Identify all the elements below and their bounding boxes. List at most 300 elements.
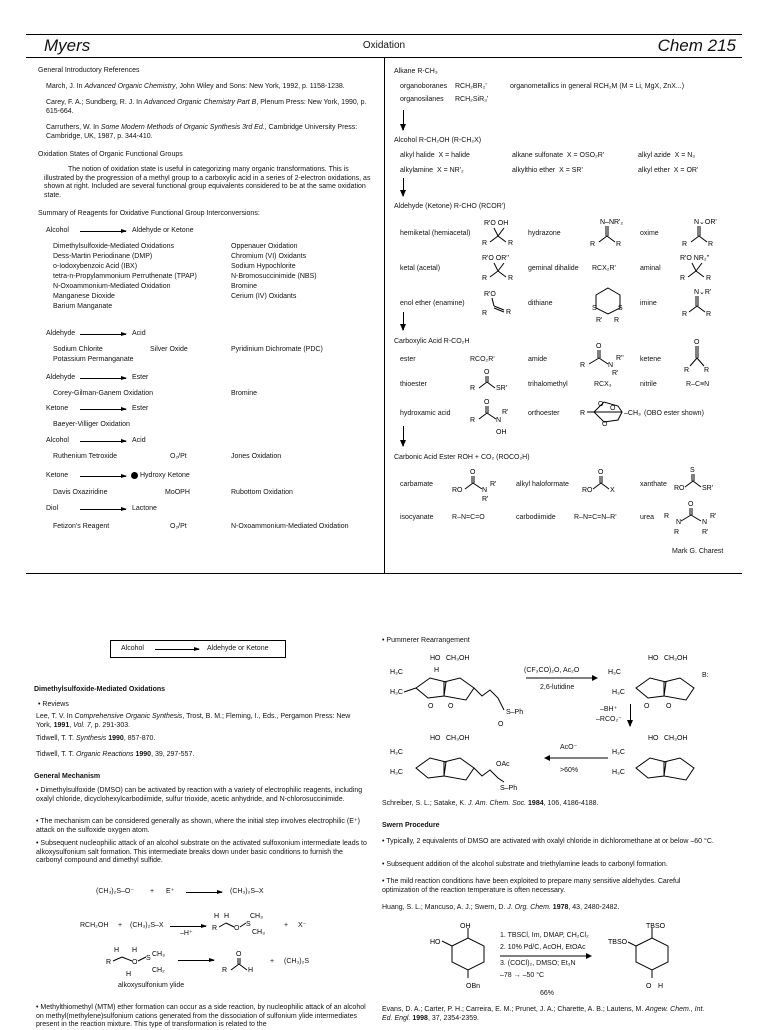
svg-text:R: R — [664, 513, 670, 520]
g3-reagent-1: Corey-Gilman-Ganem Oxidation — [53, 390, 153, 397]
alkoxysulfonium-structure — [212, 910, 272, 942]
alkane-sulfonate: alkane sulfonate X = OSO₂R' — [512, 152, 605, 159]
svg-text:R'O OR'': R'O OR'' — [482, 255, 509, 262]
svg-text:R: R — [580, 362, 586, 369]
carbodiimide-formula: R–N=C=N–R' — [574, 514, 617, 521]
eq2-plus: + — [118, 922, 123, 929]
review-tidwell-1: Tidwell, T. T. Synthesis 1990, 857-870. — [36, 735, 156, 742]
eq2-minus-h: –H⁺ — [180, 930, 193, 937]
g7-reagent-3: N-Oxoammonium-Mediated Oxidation — [231, 523, 349, 530]
svg-text:HO: HO — [430, 735, 441, 742]
g6-reagent-3: Rubottom Oxidation — [231, 489, 293, 496]
svg-text:R: R — [470, 385, 476, 392]
svg-text:RO: RO — [582, 487, 593, 494]
svg-text:R: R — [506, 309, 512, 316]
g2-reagent-4: Potassium Permanganate — [53, 356, 134, 363]
header-title: Oxidation — [362, 40, 406, 51]
svg-text:HO: HO — [648, 735, 659, 742]
svg-text:O: O — [448, 703, 454, 710]
ester-label: ester — [400, 356, 416, 363]
swern-step-1: 1. TBSCl, Im, DMAP, CH₂Cl₂ — [500, 932, 589, 939]
g5-from: Alcohol — [46, 437, 69, 444]
ylide-label: alkoxysulfonium ylide — [118, 982, 185, 989]
svg-text:N: N — [482, 487, 488, 494]
pummerer-ref: Schreiber, S. L.; Satake, K. J. Am. Chem. Soc. 1984, 106, 4186-4188. — [382, 800, 599, 807]
svg-text:R: R — [684, 367, 690, 374]
svg-text:R'': R'' — [616, 355, 624, 362]
mechanism-title: General Mechanism — [34, 773, 101, 780]
reagent-item: N-Oxoammonium-Mediated Oxidation — [53, 283, 171, 290]
svg-text:S–Ph: S–Ph — [506, 709, 524, 716]
thioester-structure — [470, 366, 510, 392]
urea-structure — [662, 498, 724, 538]
svg-text:R': R' — [490, 481, 497, 488]
svg-text:R: R — [704, 367, 710, 374]
svg-text:O: O — [598, 401, 604, 408]
eq3-arrow — [178, 960, 214, 961]
reagent-item: o-Iodoxybenzoic Acid (IBX) — [53, 263, 138, 270]
svg-text:CH₃OH: CH₃OH — [446, 655, 470, 662]
g7-to: Lactone — [132, 505, 157, 512]
trihalomethyl-label: trihalomethyl — [528, 381, 568, 388]
carbonyl-product-structure — [220, 948, 260, 974]
oxime-label: oxime — [640, 230, 659, 237]
aldehyde-title: Aldehyde (Ketone) R-CHO (RCOR') — [394, 203, 506, 210]
eq1-product: (CH₃)₂S–X — [230, 888, 264, 895]
orthoester-structure — [580, 396, 642, 428]
svg-text:R: R — [482, 240, 488, 247]
g7-reagent-2: O₂/Pt — [170, 523, 187, 530]
imine-label: imine — [640, 300, 657, 307]
g5-reagent-2: O₂/Pt — [170, 453, 187, 460]
eq2-anion: X⁻ — [298, 922, 307, 929]
reagent-item: Dimethylsulfoxide-Mediated Oxidations — [53, 243, 174, 250]
reagent-item: Barium Manganate — [53, 303, 113, 310]
svg-text:R': R' — [612, 370, 619, 377]
svg-text:OH: OH — [460, 923, 471, 930]
mechanism-point-1: • Dimethylsulfoxide (DMSO) can be activated by reaction with a variety of electrophilic reagents, including oxalyl chloride, dicyclohexylcarbodiimide, sulfur trioxide, acetic anhydride, and N-chlorosuccinimide. — [36, 787, 363, 803]
pummerer-minus-rco2: –RCO₂⁻ — [596, 716, 622, 723]
geminal-dihalide-formula: RCX₂R' — [592, 265, 616, 272]
pummerer-reagent-2: 2,6-lutidine — [540, 684, 575, 691]
eq2-arrow — [170, 926, 206, 927]
column-divider — [384, 57, 385, 574]
pummerer-title: • Pummerer Rearrangement — [382, 637, 470, 644]
ref-carey: Carey, F. A.; Sundberg, R. J. In Advanced Organic Chemistry Part B, Plenum Press: New York, 1990, p. 615-664. — [46, 99, 367, 115]
g6-to: Hydroxy Ketone — [140, 472, 190, 479]
svg-text:O: O — [498, 721, 504, 728]
svg-text:N⌄OR': N⌄OR' — [694, 219, 717, 226]
svg-text:S: S — [690, 467, 695, 474]
swern-ref-1: Huang, S. L.; Mancuso, A. J.; Swern, D. J. Org. Chem. 1978, 43, 2480-2482. — [382, 904, 620, 911]
acid-title: Carboxylic Acid R-CO₂H — [394, 338, 470, 345]
eq3-plus: + — [270, 958, 275, 965]
reagent-item: N-Bromosuccinimide (NBS) — [231, 273, 317, 280]
svg-text:R': R' — [710, 513, 717, 520]
isocyanate-formula: R–N=C=O — [452, 514, 485, 521]
enol-ether-label: enol ether (enamine) — [400, 300, 465, 307]
ladder-arrow-4 — [403, 426, 404, 446]
organosilanes-label: organosilanes — [400, 96, 444, 103]
thioester-label: thioester — [400, 381, 427, 388]
amide-structure — [580, 340, 630, 376]
svg-text:R: R — [674, 529, 680, 536]
hydrazone-structure — [588, 216, 630, 248]
reagent-item: Cerium (IV) Oxidants — [231, 293, 297, 300]
svg-text:N: N — [702, 519, 708, 526]
hydrazone-label: hydrazone — [528, 230, 561, 237]
summary-title: Summary of Reagents for Oxidative Functional Group Interconversions: — [38, 210, 260, 217]
eq1-arrow — [186, 892, 222, 893]
ref-carruthers: Carruthers, W. In Some Modern Methods of Organic Synthesis 3rd Ed., Cambridge University Press: Cambridge, UK, 1987, p. 344-410. — [46, 124, 358, 140]
bullet-dot-icon — [131, 472, 138, 479]
svg-text:H: H — [214, 913, 220, 920]
svg-text:O: O — [484, 369, 490, 376]
svg-text:CH₃OH: CH₃OH — [664, 735, 688, 742]
g3-to: Ester — [132, 374, 149, 381]
g2-reagent-1: Sodium Chlorite — [53, 346, 103, 353]
carbamate-label: carbamate — [400, 481, 434, 488]
swern-step-2: 2. 10% Pd/C, AcOH, EtOAc — [500, 944, 586, 951]
eq1-electrophile: E⁺ — [166, 888, 175, 895]
svg-text:TBSO: TBSO — [608, 939, 628, 946]
g6-reagent-1: Davis Oxaziridine — [53, 489, 108, 496]
review-lee: Lee, T. V. In Comprehensive Organic Synthesis, Trost, B. M.; Fleming, I., Eds., Pergamon Press: New York, 1991, Vol. 7, p. 291-303. — [36, 713, 351, 729]
eq2-plus-2: + — [284, 922, 289, 929]
aminal-structure — [678, 253, 720, 281]
svg-text:R: R — [708, 241, 714, 248]
pummerer-reagent-1: (CF₃CO)₂O, Ac₂O — [524, 667, 580, 674]
g6-reagent-2: MoOPH — [165, 489, 190, 496]
svg-text:H₃C: H₃C — [612, 749, 625, 756]
svg-text:O: O — [666, 703, 672, 710]
svg-text:HO: HO — [430, 939, 441, 946]
svg-text:N: N — [608, 362, 614, 369]
g4-to: Ester — [132, 405, 149, 412]
svg-text:O: O — [644, 703, 650, 710]
carbamate-structure — [452, 466, 508, 502]
carbonic-title: Carbonic Acid Ester ROH + CO₂ (ROCO₂H) — [394, 454, 530, 461]
hydroxamic-label: hydroxamic acid — [400, 410, 451, 417]
svg-text:N: N — [676, 519, 682, 526]
oxime-structure — [680, 216, 720, 248]
svg-text:RO: RO — [452, 487, 463, 494]
svg-text:CH₃OH: CH₃OH — [664, 655, 688, 662]
xanthate-label: xanthate — [640, 481, 667, 488]
svg-text:HO: HO — [648, 655, 659, 662]
swern-point-1: • Typically, 2 equivalents of DMSO are activated with oxalyl chloride in dichloromethane at or below –60 °C. — [382, 838, 714, 845]
svg-text:SR': SR' — [496, 385, 508, 392]
g1-to: Aldehyde or Ketone — [132, 227, 194, 234]
svg-text:CH₃: CH₃ — [250, 913, 263, 920]
g3-from: Aldehyde — [46, 374, 76, 381]
svg-text:CH₃: CH₃ — [252, 929, 265, 936]
svg-text:H₃C: H₃C — [612, 769, 625, 776]
svg-text:H: H — [658, 983, 664, 990]
header-course: Chem 215 — [657, 36, 736, 55]
svg-text:R: R — [106, 959, 112, 966]
svg-text:R'O NR₂'': R'O NR₂'' — [680, 255, 710, 262]
reagent-item: Chromium (VI) Oxidants — [231, 253, 307, 260]
haloformate-label: alkyl haloformate — [516, 481, 569, 488]
svg-text:OH: OH — [496, 429, 507, 436]
svg-text:O: O — [132, 959, 138, 966]
svg-text:R'O OH: R'O OH — [484, 220, 509, 227]
organosilanes-formula: RCH₂SiR₃' — [455, 96, 489, 103]
reagent-item: Manganese Dioxide — [53, 293, 115, 300]
svg-text:CH₃: CH₃ — [152, 951, 165, 958]
svg-text:R'O: R'O — [484, 291, 496, 298]
eq2-sulfonium: (CH₃)₂S–X — [130, 922, 164, 929]
pummerer-acetate: AcO⁻ — [560, 744, 578, 751]
aminal-label: aminal — [640, 265, 661, 272]
trihalomethyl-formula: RCX₃ — [594, 381, 612, 388]
svg-text:R': R' — [502, 409, 509, 416]
svg-text:–CH₃: –CH₃ — [624, 410, 641, 417]
orthoester-label: orthoester — [528, 410, 560, 417]
ladder-arrow-1 — [403, 110, 404, 130]
g6-arrow — [80, 476, 126, 477]
urea-label: urea — [640, 514, 655, 521]
mechanism-point-2: • The mechanism can be considered generally as shown, where the initial step involves electrophilic (E⁺) attack on the sulfoxide oxygen atom. — [36, 818, 360, 834]
credit: Mark G. Charest — [672, 548, 724, 555]
ketal-structure — [480, 253, 520, 281]
svg-text:RO: RO — [674, 485, 685, 492]
svg-text:O: O — [470, 469, 476, 476]
g6-from: Ketone — [46, 472, 69, 479]
svg-text:O: O — [428, 703, 434, 710]
reagent-item: Dess-Martin Periodinane (DMP) — [53, 253, 153, 260]
g4-reagent-1: Baeyer-Villiger Oxidation — [53, 421, 130, 428]
svg-text:R': R' — [596, 317, 603, 324]
svg-text:R: R — [212, 925, 218, 932]
box-to: Aldehyde or Ketone — [207, 645, 269, 652]
svg-text:CH₂: CH₂ — [152, 967, 165, 974]
amide-label: amide — [528, 356, 548, 363]
svg-text:O: O — [602, 421, 608, 428]
g2-from: Aldehyde — [46, 330, 76, 337]
svg-text:R: R — [616, 241, 622, 248]
isocyanate-label: isocyanate — [400, 514, 434, 521]
eq2-alcohol: RCH₂OH — [80, 922, 109, 929]
svg-text:S: S — [246, 921, 251, 928]
ylide-structure — [104, 944, 176, 980]
dithiane-structure — [588, 284, 628, 324]
reagent-item: Oppenauer Oxidation — [231, 243, 298, 250]
ketene-label: ketene — [640, 356, 662, 363]
alkylamine: alkylamine X = NR'₂ — [400, 167, 464, 174]
states-title: Oxidation States of Organic Functional Groups — [38, 151, 183, 158]
eq1-dmso: (CH₃)₂S–O⁻ — [96, 888, 135, 895]
svg-text:H₃C: H₃C — [390, 689, 403, 696]
svg-text:R: R — [222, 967, 228, 974]
ref-march: March, J. In Advanced Organic Chemistry, John Wiley and Sons: New York, 1992, p. 1158-1238. — [46, 83, 345, 90]
organoboranes-formula: RCH₂BR₂' — [455, 83, 487, 90]
svg-text:O: O — [234, 925, 240, 932]
g2-reagent-2: Silver Oxide — [150, 346, 188, 353]
svg-text:R: R — [470, 417, 476, 424]
alkylthio-ether: alkylthio ether X = SR' — [512, 167, 583, 174]
g5-reagent-1: Ruthenium Tetroxide — [53, 453, 118, 460]
g7-reagent-1: Fetizon's Reagent — [53, 523, 110, 530]
geminal-dihalide-label: geminal dihalide — [528, 265, 579, 272]
alcohol-aldehyde-box — [110, 640, 286, 658]
svg-text:R: R — [680, 275, 686, 282]
alkyl-ether: alkyl ether X = OR' — [638, 167, 699, 174]
swern-title: Swern Procedure — [382, 822, 440, 829]
g5-to: Acid — [132, 437, 146, 444]
g2-to: Acid — [132, 330, 146, 337]
svg-text:S: S — [618, 305, 623, 312]
refs-title: General Introductory References — [38, 67, 140, 74]
dmso-title: Dimethylsulfoxide-Mediated Oxidations — [34, 686, 166, 693]
reagent-item: Bromine — [231, 283, 258, 290]
svg-text:O: O — [646, 983, 652, 990]
swern-step-4: –78 → –50 °C — [500, 972, 545, 979]
svg-text:H₃C: H₃C — [612, 689, 625, 696]
pummerer-base: B: — [702, 672, 709, 679]
svg-text:S: S — [146, 955, 151, 962]
eq3-dms: (CH₃)₂S — [284, 958, 310, 965]
svg-text:SR': SR' — [702, 485, 714, 492]
svg-text:N–NR'₂: N–NR'₂ — [600, 219, 624, 226]
svg-text:R: R — [682, 241, 688, 248]
reagent-item: tetra-n-Propylammonium Perruthenate (TPAP) — [53, 273, 197, 280]
hydroxamic-structure — [470, 396, 520, 436]
g4-arrow — [80, 409, 126, 410]
svg-text:O: O — [596, 343, 602, 350]
reviews-label: • Reviews — [38, 701, 69, 708]
svg-text:O: O — [598, 469, 604, 476]
box-from: Alcohol — [121, 645, 144, 652]
svg-text:R: R — [508, 240, 514, 247]
ladder-arrow-2 — [403, 178, 404, 196]
imine-structure — [682, 286, 718, 318]
states-paragraph: The notion of oxidation state is useful in categorizing many organic transformations. This is illustrated by the progression of a methyl group to a carboxylic acid in a series of 2-electron oxidations, as shown at right. Included are several functional group equivalents considered to be at the same oxidation state. — [44, 166, 371, 199]
svg-text:S: S — [592, 305, 597, 312]
g7-arrow — [80, 509, 126, 510]
eq1-plus: + — [150, 888, 155, 895]
ketal-label: ketal (acetal) — [400, 265, 441, 272]
svg-text:R: R — [482, 275, 488, 282]
svg-text:O: O — [610, 405, 616, 412]
svg-text:R: R — [706, 275, 712, 282]
svg-text:R: R — [706, 311, 712, 318]
svg-text:R: R — [482, 310, 488, 317]
alkane-title: Alkane R-CH₃ — [394, 68, 438, 75]
svg-text:N⌄R': N⌄R' — [694, 289, 712, 296]
hemiketal-structure — [480, 218, 520, 246]
ladder-arrow-3 — [403, 312, 404, 330]
svg-text:H: H — [126, 971, 132, 978]
ketene-structure — [684, 336, 714, 376]
g7-from: Diol — [46, 505, 59, 512]
obo-note: (OBO ester shown) — [644, 410, 704, 417]
svg-text:R: R — [682, 311, 688, 318]
g1-arrow — [80, 231, 126, 232]
mtm-note: • Methylthiomethyl (MTM) ether formation can occur as a side reaction, by nucleophilic attack of an alcohol on methyl(methylene)sulfonium cations generated from the dissociation of sulfonium ylide intermediates present in the reaction mixture. This type of transformation is related to the — [36, 1004, 366, 1028]
haloformate-structure — [582, 466, 628, 496]
svg-text:O: O — [694, 339, 700, 346]
svg-text:CH₃OH: CH₃OH — [446, 735, 470, 742]
swern-ref-2: Evans, D. A.; Carter, P. H.; Carreira, E. M.; Prunet, J. A.; Charette, A. B.; Lautens, M. Angew. Chem., Int. Ed. Engl. 1998, 37, 2354-2359. — [382, 1006, 705, 1022]
svg-text:H: H — [224, 913, 230, 920]
organoboranes-label: organoboranes — [400, 83, 448, 90]
xanthate-structure — [674, 464, 720, 496]
svg-text:H: H — [132, 947, 138, 954]
g5-reagent-3: Jones Oxidation — [231, 453, 282, 460]
header-author: Myers — [44, 36, 91, 55]
svg-text:OAc: OAc — [496, 761, 510, 768]
svg-text:H₃C: H₃C — [390, 669, 403, 676]
svg-text:R: R — [580, 410, 586, 417]
mechanism-point-3: • Subsequent nucleophilic attack of an alcohol substrate on the activated sulfoxonium intermediate leads to alkoxysulfonium salt formation. This intermediate breaks down under basic conditions to furnish the carbonyl compound and dimethyl sulfide. — [36, 840, 367, 864]
svg-text:R': R' — [482, 496, 489, 503]
alkyl-azide: alkyl azide X = N₃ — [638, 152, 696, 159]
g5-arrow — [80, 441, 126, 442]
review-tidwell-2: Tidwell, T. T. Organic Reactions 1990, 39, 297-557. — [36, 751, 195, 758]
svg-text:O: O — [688, 501, 694, 508]
pummerer-minus-bh: –BH⁺ — [600, 706, 618, 713]
enol-ether-structure — [480, 288, 520, 316]
box-arrow — [155, 649, 199, 650]
svg-text:R: R — [614, 317, 620, 324]
svg-text:H: H — [434, 667, 440, 674]
g2-reagent-3: Pyridinium Dichromate (PDC) — [231, 346, 323, 353]
svg-text:OBn: OBn — [466, 983, 481, 990]
swern-yield: 66% — [540, 990, 555, 997]
svg-text:TBSO: TBSO — [646, 923, 666, 930]
nitrile-formula: R–C≡N — [686, 381, 710, 388]
svg-text:R: R — [590, 241, 596, 248]
dithiane-label: dithiane — [528, 300, 553, 307]
svg-text:O: O — [236, 951, 242, 958]
pummerer-down-arrow — [630, 704, 631, 726]
g2-arrow — [80, 334, 126, 335]
nitrile-label: nitrile — [640, 381, 657, 388]
svg-text:S–Ph: S–Ph — [500, 785, 518, 792]
g3-reagent-2: Bromine — [231, 390, 258, 397]
carbodiimide-label: carbodiimide — [516, 514, 556, 521]
g4-from: Ketone — [46, 405, 69, 412]
pummerer-scheme-lower — [386, 730, 716, 794]
swern-point-2: • Subsequent addition of the alcohol substrate and triethylamine leads to carbonyl formation. — [382, 861, 668, 868]
ester-formula: RCO₂R' — [470, 356, 495, 363]
g1-from: Alcohol — [46, 227, 69, 234]
reagent-item: Sodium Hypochlorite — [231, 263, 296, 270]
svg-text:R': R' — [702, 529, 709, 536]
swern-scheme — [420, 920, 720, 992]
svg-text:R: R — [508, 275, 514, 282]
alcohol-title: Alcohol R-CH₂OH (R-CH₂X) — [394, 137, 482, 144]
svg-text:H: H — [114, 947, 120, 954]
svg-text:HO: HO — [430, 655, 441, 662]
svg-text:N: N — [496, 417, 502, 424]
pummerer-yield: >60% — [560, 767, 579, 774]
page-header — [26, 36, 742, 58]
svg-text:H₃C: H₃C — [608, 669, 621, 676]
hemiketal-label: hemiketal (hemiacetal) — [400, 230, 471, 237]
svg-text:H: H — [248, 967, 254, 974]
svg-text:H₃C: H₃C — [390, 769, 403, 776]
svg-text:X: X — [610, 487, 615, 494]
svg-text:H₃C: H₃C — [390, 749, 403, 756]
svg-text:O: O — [484, 399, 490, 406]
alkyl-halide: alkyl halide X = halide — [400, 152, 470, 159]
g3-arrow — [80, 378, 126, 379]
swern-point-3: • The mild reaction conditions have been exploited to prepare many sensitive aldehydes. Careful optimization of the reaction temperature is often necessary. — [382, 878, 681, 894]
organometallics-label: organometallics in general RCH₂M (M = Li, MgX, ZnX...) — [510, 83, 685, 90]
